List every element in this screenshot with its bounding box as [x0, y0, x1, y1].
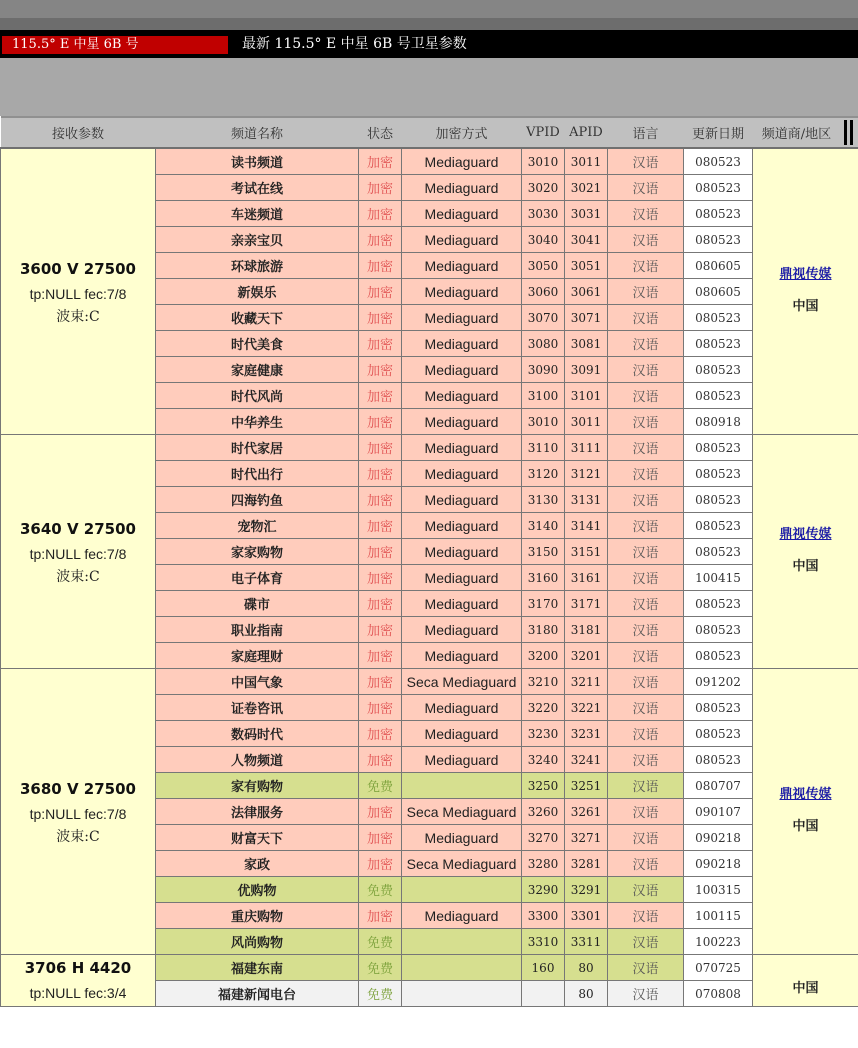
channel-name: 福建东南 — [156, 955, 359, 981]
channel-name: 家政 — [156, 851, 359, 877]
encryption-method: Mediaguard — [402, 643, 522, 669]
header-bars — [841, 117, 858, 148]
region: 中国 — [792, 818, 819, 834]
col-header-status: 状态 — [359, 117, 402, 148]
encryption-method: Mediaguard — [402, 721, 522, 747]
apid: 3281 — [565, 851, 608, 877]
update-date: 080523 — [684, 513, 753, 539]
encryption-method: Mediaguard — [402, 435, 522, 461]
provider-link[interactable]: 鼎视传媒 — [779, 526, 832, 542]
provider-cell — [753, 955, 858, 1007]
vpid: 3110 — [522, 435, 565, 461]
language: 汉语 — [608, 357, 684, 383]
status-badge: 加密 — [359, 201, 402, 227]
status-badge: 加密 — [359, 617, 402, 643]
encryption-method: Seca Mediaguard — [402, 799, 522, 825]
vpid: 3130 — [522, 487, 565, 513]
apid: 3161 — [565, 565, 608, 591]
language: 汉语 — [608, 175, 684, 201]
channel-name: 福建新闻电台 — [156, 981, 359, 1007]
update-date: 080605 — [684, 253, 753, 279]
table-row — [1, 148, 858, 175]
language: 汉语 — [608, 201, 684, 227]
beam-info: 波束:C — [56, 828, 100, 845]
update-date: 080523 — [684, 591, 753, 617]
col-header-name: 频道名称 — [156, 117, 359, 148]
language: 汉语 — [608, 929, 684, 955]
encryption-method: Mediaguard — [402, 539, 522, 565]
language: 汉语 — [608, 799, 684, 825]
status-badge: 加密 — [359, 825, 402, 851]
update-date: 080523 — [684, 357, 753, 383]
encryption-method: Mediaguard — [402, 253, 522, 279]
channel-name: 车迷频道 — [156, 201, 359, 227]
update-date: 100223 — [684, 929, 753, 955]
encryption-method: Mediaguard — [402, 903, 522, 929]
update-date: 080523 — [684, 539, 753, 565]
encryption-method — [402, 773, 522, 799]
region: 中国 — [792, 298, 819, 314]
vpid: 3020 — [522, 175, 565, 201]
encryption-method: Mediaguard — [402, 409, 522, 435]
table-row — [1, 669, 858, 695]
language: 汉语 — [608, 487, 684, 513]
channel-name: 四海钓鱼 — [156, 487, 359, 513]
apid: 3311 — [565, 929, 608, 955]
satellite-label: 115.5° E 中星 6B 号 — [2, 36, 228, 54]
encryption-method: Mediaguard — [402, 279, 522, 305]
top-bar-lower — [0, 18, 858, 30]
update-date: 100315 — [684, 877, 753, 903]
encryption-method: Mediaguard — [402, 383, 522, 409]
update-date: 080605 — [684, 279, 753, 305]
encryption-method — [402, 981, 522, 1007]
encryption-method — [402, 929, 522, 955]
transponder-params — [1, 955, 156, 1007]
col-header-apid: APID — [565, 117, 608, 148]
vpid: 3170 — [522, 591, 565, 617]
encryption-method: Mediaguard — [402, 175, 522, 201]
table-row — [1, 955, 858, 981]
encryption-method: Mediaguard — [402, 461, 522, 487]
encryption-method: Mediaguard — [402, 357, 522, 383]
channel-name: 收藏天下 — [156, 305, 359, 331]
encryption-method: Mediaguard — [402, 305, 522, 331]
col-header-provider: 频道商/地区 — [753, 117, 841, 148]
encryption-method: Mediaguard — [402, 227, 522, 253]
channel-name: 考试在线 — [156, 175, 359, 201]
apid: 3271 — [565, 825, 608, 851]
apid: 3141 — [565, 513, 608, 539]
provider-link[interactable]: 鼎视传媒 — [779, 266, 832, 282]
language: 汉语 — [608, 383, 684, 409]
apid: 3231 — [565, 721, 608, 747]
apid: 3171 — [565, 591, 608, 617]
apid: 3301 — [565, 903, 608, 929]
vpid: 3140 — [522, 513, 565, 539]
apid: 3011 — [565, 148, 608, 175]
encryption-method: Mediaguard — [402, 825, 522, 851]
language: 汉语 — [608, 643, 684, 669]
status-badge: 加密 — [359, 747, 402, 773]
update-date: 080523 — [684, 747, 753, 773]
apid: 80 — [565, 981, 608, 1007]
beam-info: 波束:C — [56, 308, 100, 325]
channel-name: 读书频道 — [156, 148, 359, 175]
transponder-params — [1, 669, 156, 955]
apid: 3211 — [565, 669, 608, 695]
status-badge: 加密 — [359, 279, 402, 305]
update-date: 091202 — [684, 669, 753, 695]
language: 汉语 — [608, 409, 684, 435]
vpid: 3280 — [522, 851, 565, 877]
language: 汉语 — [608, 669, 684, 695]
encryption-method: Mediaguard — [402, 617, 522, 643]
channel-name: 家家购物 — [156, 539, 359, 565]
channel-name: 家庭健康 — [156, 357, 359, 383]
apid: 3021 — [565, 175, 608, 201]
status-badge: 加密 — [359, 851, 402, 877]
vpid: 3260 — [522, 799, 565, 825]
status-badge: 加密 — [359, 721, 402, 747]
fec-info: tp:NULL fec:7/8 — [29, 285, 127, 302]
col-header-date: 更新日期 — [684, 117, 753, 148]
vpid: 3270 — [522, 825, 565, 851]
language: 汉语 — [608, 981, 684, 1007]
update-date: 080523 — [684, 305, 753, 331]
status-badge: 加密 — [359, 903, 402, 929]
encryption-method: Mediaguard — [402, 487, 522, 513]
encryption-method: Mediaguard — [402, 565, 522, 591]
channel-name: 人物频道 — [156, 747, 359, 773]
language: 汉语 — [608, 695, 684, 721]
update-date: 080523 — [684, 461, 753, 487]
status-badge: 加密 — [359, 591, 402, 617]
channel-name: 重庆购物 — [156, 903, 359, 929]
status-badge: 加密 — [359, 565, 402, 591]
frequency: 3706 H 4420 — [24, 959, 132, 977]
apid: 3071 — [565, 305, 608, 331]
status-badge: 免费 — [359, 981, 402, 1007]
status-badge: 加密 — [359, 148, 402, 175]
status-badge: 加密 — [359, 175, 402, 201]
update-date: 090218 — [684, 851, 753, 877]
status-badge: 免费 — [359, 773, 402, 799]
channel-name: 环球旅游 — [156, 253, 359, 279]
vpid: 3180 — [522, 617, 565, 643]
channel-name: 电子体育 — [156, 565, 359, 591]
apid: 3121 — [565, 461, 608, 487]
status-badge: 加密 — [359, 227, 402, 253]
beam-info: 波束:C — [56, 568, 100, 585]
vpid: 3220 — [522, 695, 565, 721]
region: 中国 — [792, 558, 819, 574]
language: 汉语 — [608, 253, 684, 279]
language: 汉语 — [608, 305, 684, 331]
channel-name: 优购物 — [156, 877, 359, 903]
update-date: 080918 — [684, 409, 753, 435]
apid: 3091 — [565, 357, 608, 383]
update-date: 070808 — [684, 981, 753, 1007]
region: 中国 — [792, 981, 819, 996]
update-date: 080523 — [684, 695, 753, 721]
provider-link[interactable]: 鼎视传媒 — [779, 786, 832, 802]
update-date: 080523 — [684, 175, 753, 201]
update-date: 080523 — [684, 435, 753, 461]
encryption-method: Mediaguard — [402, 591, 522, 617]
col-header-encryption: 加密方式 — [402, 117, 522, 148]
status-badge: 加密 — [359, 409, 402, 435]
apid: 3131 — [565, 487, 608, 513]
vpid: 3100 — [522, 383, 565, 409]
vpid: 3250 — [522, 773, 565, 799]
apid: 80 — [565, 955, 608, 981]
apid: 3181 — [565, 617, 608, 643]
vpid: 3090 — [522, 357, 565, 383]
fec-info: tp:NULL fec:7/8 — [29, 545, 127, 562]
fec-info: tp:NULL fec:3/4 — [29, 985, 127, 1001]
language: 汉语 — [608, 539, 684, 565]
language: 汉语 — [608, 721, 684, 747]
encryption-method: Mediaguard — [402, 148, 522, 175]
update-date: 080523 — [684, 617, 753, 643]
language: 汉语 — [608, 747, 684, 773]
status-badge: 加密 — [359, 331, 402, 357]
language: 汉语 — [608, 435, 684, 461]
channel-name: 法律服务 — [156, 799, 359, 825]
channel-name: 中华养生 — [156, 409, 359, 435]
fec-info: tp:NULL fec:7/8 — [29, 805, 127, 822]
encryption-method — [402, 877, 522, 903]
status-badge: 加密 — [359, 435, 402, 461]
update-date: 080523 — [684, 487, 753, 513]
channel-name: 风尚购物 — [156, 929, 359, 955]
status-badge: 加密 — [359, 305, 402, 331]
status-badge: 加密 — [359, 695, 402, 721]
language: 汉语 — [608, 148, 684, 175]
encryption-method: Mediaguard — [402, 331, 522, 357]
channel-name: 数码时代 — [156, 721, 359, 747]
channel-name: 新娱乐 — [156, 279, 359, 305]
provider-cell — [753, 435, 858, 669]
encryption-method: Seca Mediaguard — [402, 851, 522, 877]
col-header-language: 语言 — [608, 117, 684, 148]
vpid: 3030 — [522, 201, 565, 227]
update-date: 090107 — [684, 799, 753, 825]
apid: 3081 — [565, 331, 608, 357]
language: 汉语 — [608, 461, 684, 487]
language: 汉语 — [608, 617, 684, 643]
channel-name: 中国气象 — [156, 669, 359, 695]
language: 汉语 — [608, 279, 684, 305]
language: 汉语 — [608, 565, 684, 591]
language: 汉语 — [608, 877, 684, 903]
channel-name: 财富天下 — [156, 825, 359, 851]
status-badge: 免费 — [359, 929, 402, 955]
channel-name: 宠物汇 — [156, 513, 359, 539]
encryption-method: Mediaguard — [402, 747, 522, 773]
transponder-params — [1, 148, 156, 435]
update-date: 090218 — [684, 825, 753, 851]
update-date: 080523 — [684, 721, 753, 747]
vpid: 3240 — [522, 747, 565, 773]
provider-cell — [753, 148, 858, 435]
update-date: 080523 — [684, 148, 753, 175]
frequency: 3680 V 27500 — [20, 779, 136, 798]
apid: 3221 — [565, 695, 608, 721]
vpid: 3160 — [522, 565, 565, 591]
update-date: 080523 — [684, 643, 753, 669]
encryption-method: Seca Mediaguard — [402, 669, 522, 695]
encryption-method: Mediaguard — [402, 695, 522, 721]
apid: 3151 — [565, 539, 608, 565]
vpid: 3050 — [522, 253, 565, 279]
vpid: 3010 — [522, 148, 565, 175]
encryption-method: Mediaguard — [402, 201, 522, 227]
encryption-method: Mediaguard — [402, 513, 522, 539]
vpid: 3290 — [522, 877, 565, 903]
language: 汉语 — [608, 773, 684, 799]
apid: 3041 — [565, 227, 608, 253]
status-badge: 加密 — [359, 643, 402, 669]
vpid: 3300 — [522, 903, 565, 929]
status-badge: 加密 — [359, 799, 402, 825]
gray-band — [0, 58, 858, 116]
channel-name: 时代出行 — [156, 461, 359, 487]
update-date: 080523 — [684, 331, 753, 357]
update-date: 080523 — [684, 383, 753, 409]
update-date: 070725 — [684, 955, 753, 981]
channel-name: 时代风尚 — [156, 383, 359, 409]
frequency: 3600 V 27500 — [20, 259, 136, 278]
channel-name: 时代家居 — [156, 435, 359, 461]
apid: 3101 — [565, 383, 608, 409]
status-badge: 加密 — [359, 513, 402, 539]
update-date: 100415 — [684, 565, 753, 591]
encryption-method — [402, 955, 522, 981]
channel-name: 证卷咨讯 — [156, 695, 359, 721]
apid: 3011 — [565, 409, 608, 435]
apid: 3051 — [565, 253, 608, 279]
col-header-params: 接收参数 — [1, 117, 156, 148]
update-date: 080707 — [684, 773, 753, 799]
vpid: 3060 — [522, 279, 565, 305]
channel-name: 时代美食 — [156, 331, 359, 357]
language: 汉语 — [608, 591, 684, 617]
provider-cell — [753, 669, 858, 955]
channel-name: 职业指南 — [156, 617, 359, 643]
apid: 3251 — [565, 773, 608, 799]
update-date: 100115 — [684, 903, 753, 929]
status-badge: 加密 — [359, 487, 402, 513]
apid: 3111 — [565, 435, 608, 461]
status-badge: 加密 — [359, 461, 402, 487]
language: 汉语 — [608, 331, 684, 357]
status-badge: 免费 — [359, 955, 402, 981]
status-badge: 加密 — [359, 253, 402, 279]
frequency: 3640 V 27500 — [20, 519, 136, 538]
vpid: 3080 — [522, 331, 565, 357]
status-badge: 加密 — [359, 669, 402, 695]
top-bar — [0, 0, 858, 18]
language: 汉语 — [608, 513, 684, 539]
vpid: 3230 — [522, 721, 565, 747]
status-badge: 免费 — [359, 877, 402, 903]
apid: 3241 — [565, 747, 608, 773]
language: 汉语 — [608, 955, 684, 981]
vpid: 3200 — [522, 643, 565, 669]
language: 汉语 — [608, 227, 684, 253]
vpid: 3310 — [522, 929, 565, 955]
channel-table — [0, 116, 858, 1007]
channel-name: 碟市 — [156, 591, 359, 617]
header-row — [1, 117, 858, 148]
vpid: 3010 — [522, 409, 565, 435]
vpid: 3120 — [522, 461, 565, 487]
page-title: 最新 115.5° E 中星 6B 号卫星参数 — [242, 36, 467, 52]
vpid: 160 — [522, 955, 565, 981]
channel-name: 家有购物 — [156, 773, 359, 799]
vpid: 3210 — [522, 669, 565, 695]
vpid: 3150 — [522, 539, 565, 565]
vpid: 3040 — [522, 227, 565, 253]
status-badge: 加密 — [359, 357, 402, 383]
vpid — [522, 981, 565, 1007]
channel-name: 家庭理财 — [156, 643, 359, 669]
col-header-vpid: VPID — [522, 117, 565, 148]
apid: 3261 — [565, 799, 608, 825]
channel-name: 亲亲宝贝 — [156, 227, 359, 253]
table-row — [1, 435, 858, 461]
status-badge: 加密 — [359, 383, 402, 409]
language: 汉语 — [608, 825, 684, 851]
vpid: 3070 — [522, 305, 565, 331]
apid: 3031 — [565, 201, 608, 227]
language: 汉语 — [608, 903, 684, 929]
apid: 3201 — [565, 643, 608, 669]
language: 汉语 — [608, 851, 684, 877]
status-badge: 加密 — [359, 539, 402, 565]
apid: 3061 — [565, 279, 608, 305]
transponder-params — [1, 435, 156, 669]
update-date: 080523 — [684, 227, 753, 253]
update-date: 080523 — [684, 201, 753, 227]
apid: 3291 — [565, 877, 608, 903]
